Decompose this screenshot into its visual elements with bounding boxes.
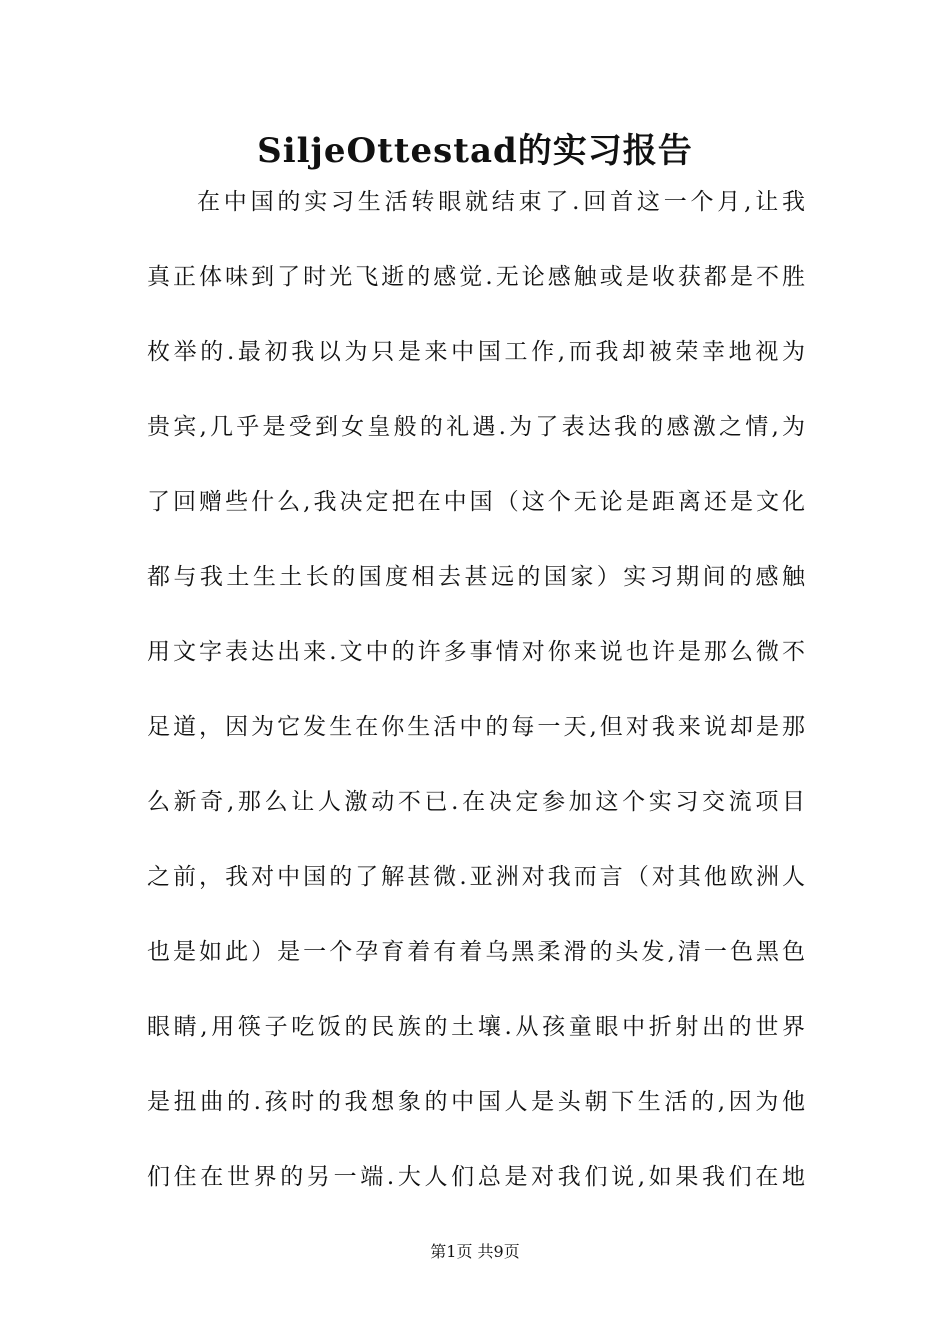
- text-line-3: 枚举的.最初我以为只是来中国工作,而我却被荣幸地视为: [147, 339, 807, 365]
- text-line-9: 么新奇,那么让人激动不已.在决定参加这个实习交流项目: [147, 789, 807, 815]
- text-line-10: 之前，我对中国的了解甚微.亚洲对我而言（对其他欧洲人: [147, 864, 807, 890]
- text-line-12: 眼睛,用筷子吃饭的民族的土壤.从孩童眼中折射出的世界: [147, 1014, 807, 1040]
- text-line-2: 真正体味到了时光飞逝的感觉.无论感触或是收获都是不胜: [147, 264, 807, 290]
- body-text: [147, 181, 807, 1231]
- text-line-8: 足道，因为它发生在你生活中的每一天,但对我来说却是那: [147, 714, 807, 740]
- text-line-4: 贵宾,几乎是受到女皇般的礼遇.为了表达我的感激之情,为: [147, 414, 807, 440]
- text-line-7: 用文字表达出来.文中的许多事情对你来说也许是那么微不: [147, 639, 807, 665]
- text-line-1: 在中国的实习生活转眼就结束了.回首这一个月,让我: [197, 189, 807, 215]
- text-line-13: 是扭曲的.孩时的我想象的中国人是头朝下生活的,因为他: [147, 1089, 807, 1115]
- text-line-6: 都与我土生土长的国度相去甚远的国家）实习期间的感触: [147, 564, 807, 590]
- text-line-14: 们住在世界的另一端.大人们总是对我们说,如果我们在地: [147, 1164, 807, 1190]
- page-number-footer: 第1页 共9页: [430, 1242, 520, 1261]
- text-line-5: 了回赠些什么,我决定把在中国（这个无论是距离还是文化: [147, 489, 807, 515]
- text-line-11: 也是如此）是一个孕育着有着乌黑柔滑的头发,清一色黑色: [147, 939, 807, 965]
- page-title: SiljeOttestad的实习报告: [257, 131, 693, 171]
